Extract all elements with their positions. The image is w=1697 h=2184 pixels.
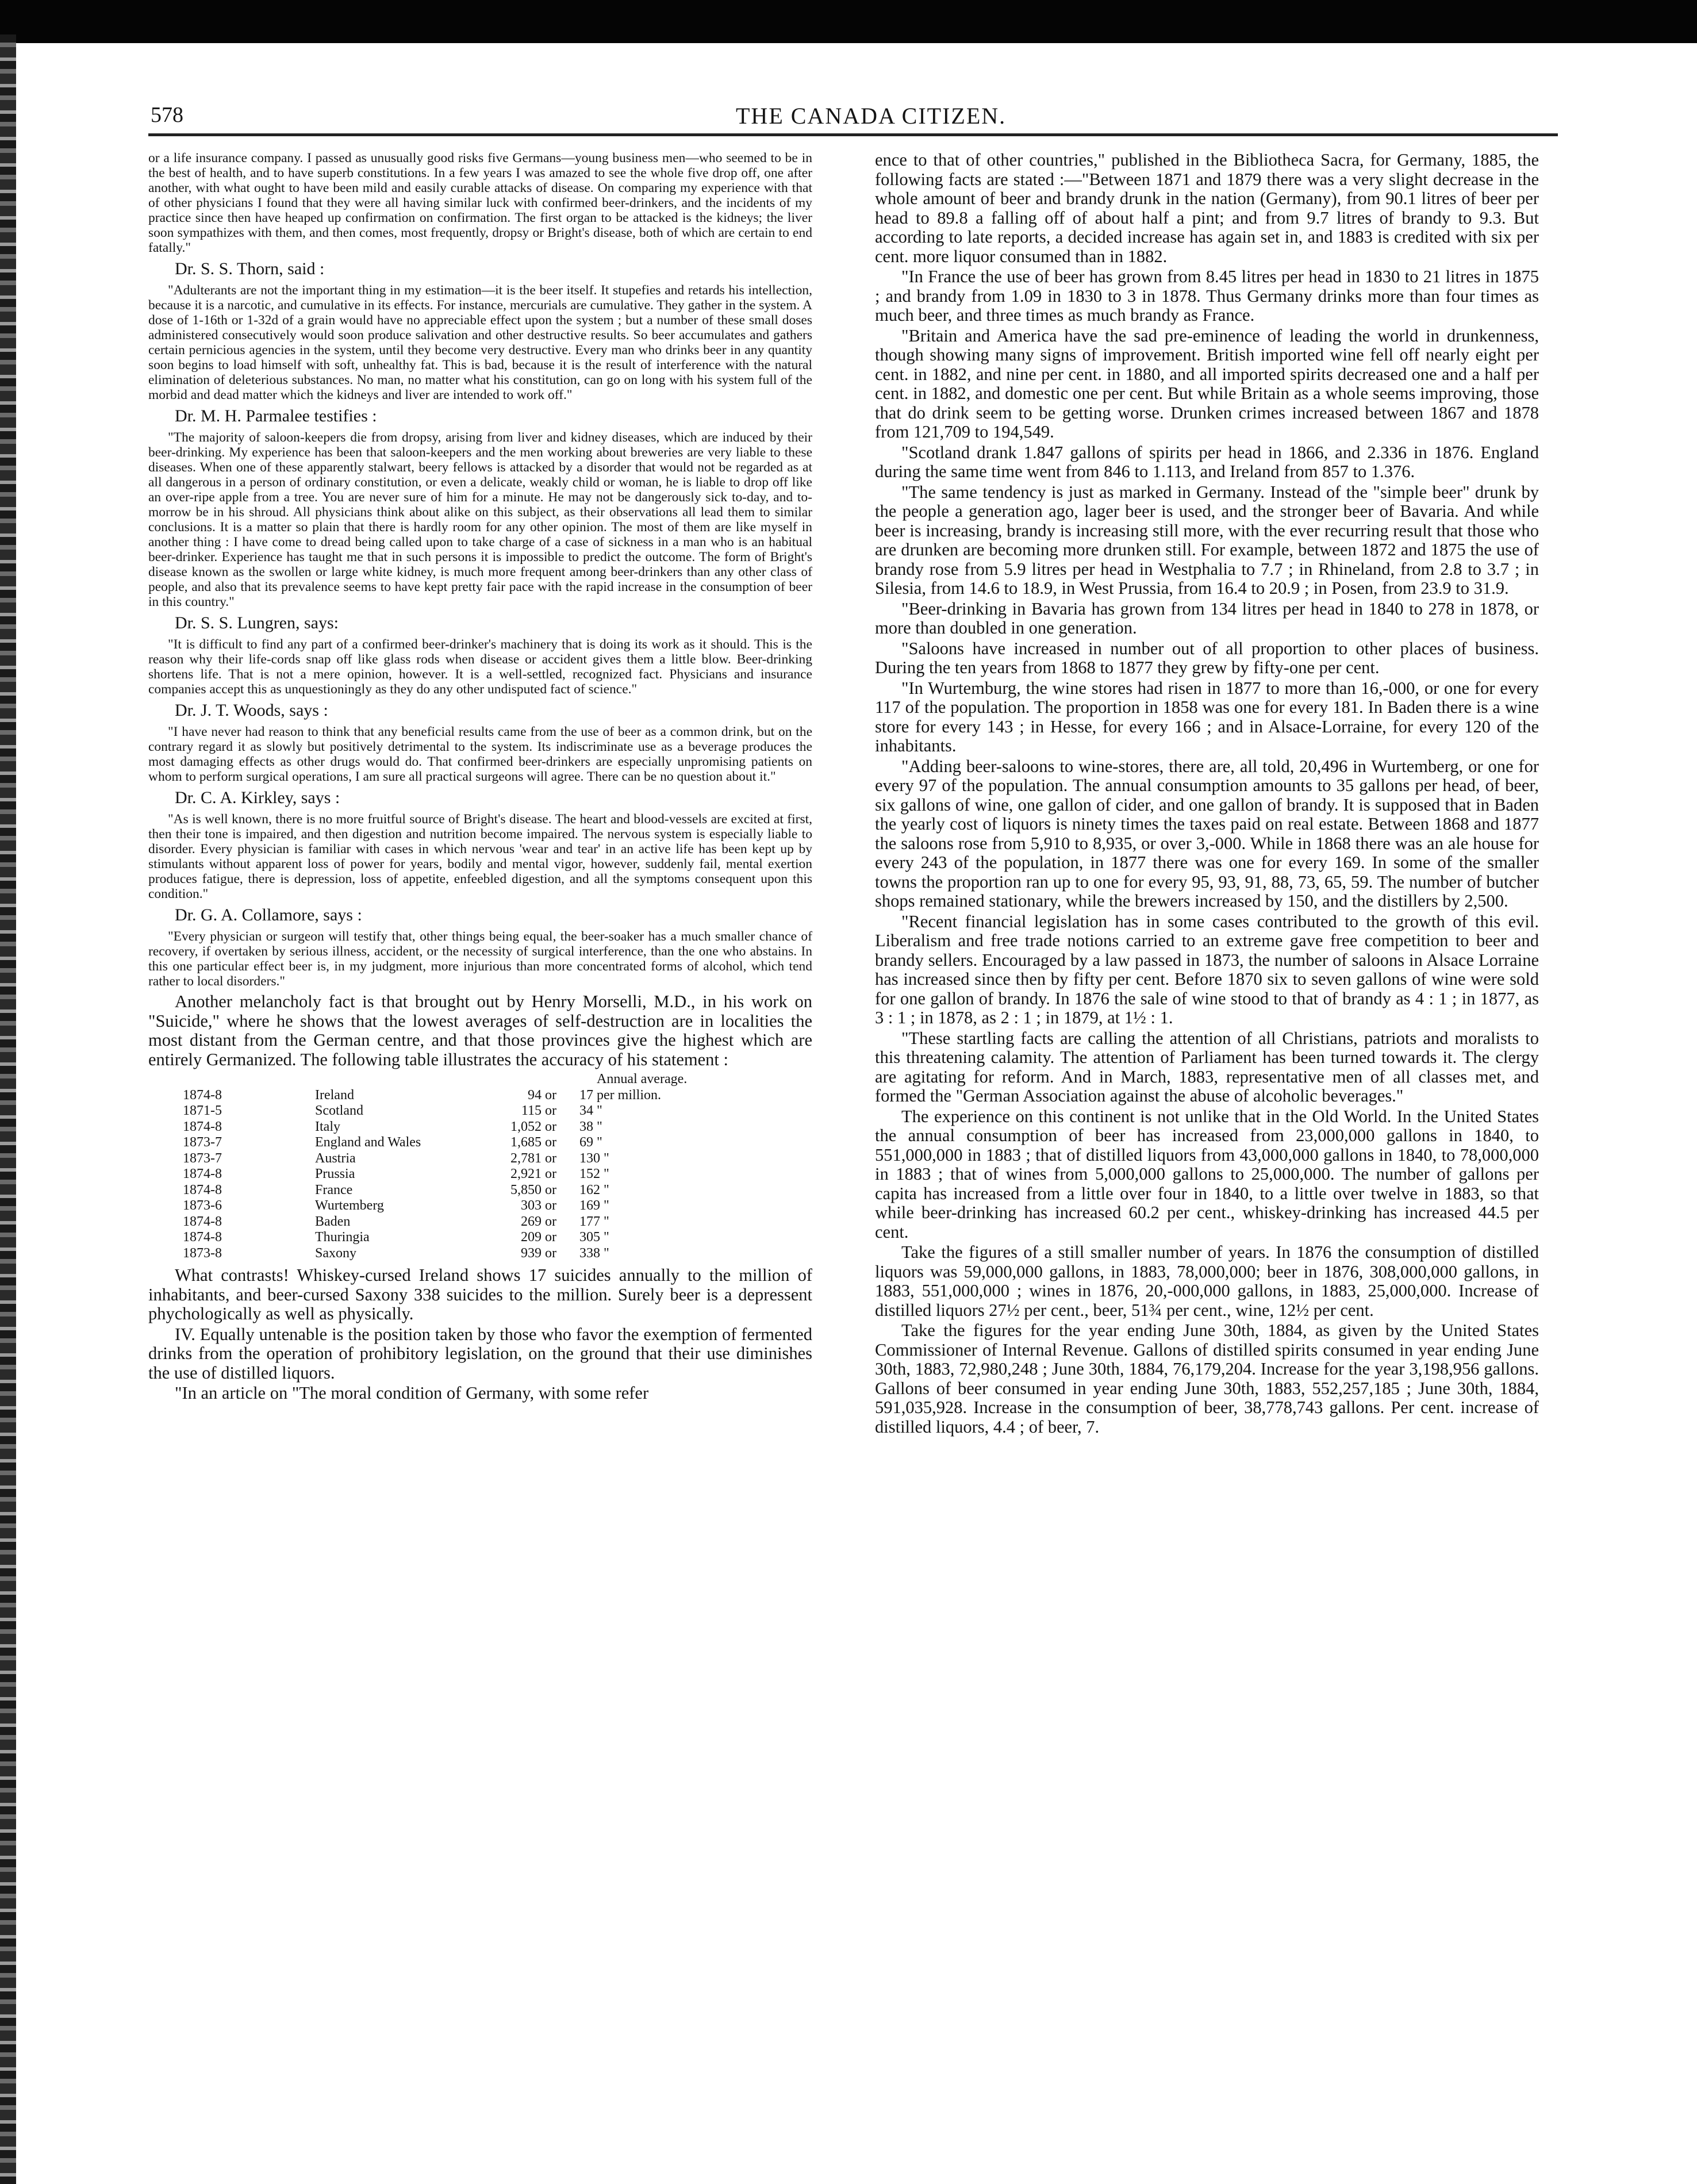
quote-woods: "I have never had reason to think that any beneficial results came from the use of beer as a common drink, but on the contrary regard it as slowly but positively detrimental to the system. Its indiscriminate use as a beverage produces the most damaging effects as other drugs would do. That confirmed beer-drinkers are especially unpromising patients on whom to perform surgical operations, I am sure all practical surgeons will agree. There can be no question about it." (148, 724, 812, 784)
table-cell-value: 1,685 or (510, 1135, 556, 1150)
table-cell-years: 1873-6 (183, 1198, 222, 1213)
quote-collamore: "Every physician or surgeon will testify that, other things being equal, the beer-soaker has a much smaller chance of recovery, if overtaken by serious illness, accident, or the necessity of surgical interference, than the one who abstains. In this one particular effect beer is, in my judgment, more injurious than more concentrated forms of alcohol, which tend rather to local disorders." (148, 929, 812, 989)
table-row (148, 1119, 812, 1135)
table-cell-years: 1874-8 (183, 1182, 222, 1197)
paragraph-iv: IV. Equally untenable is the position taken by those who favor the exemption of fermented drinks from the operation of prohibitory legislation, on the ground that their use diminishes the use of distilled liquors. (148, 1324, 812, 1383)
table-cell-per-million: 305 " (579, 1230, 609, 1245)
table-cell-country: Scotland (315, 1103, 363, 1118)
paragraph-saloons: "Saloons have increased in number out of all proportion to other places of business. During the ten years from 1868 to 1877 they grew by fifty-one per cent. (875, 638, 1539, 677)
table-row (148, 1246, 812, 1262)
running-title: THE CANADA CITIZEN. (736, 103, 1007, 129)
table-cell-per-million: 338 " (579, 1245, 609, 1261)
table-cell-country: England and Wales (315, 1135, 421, 1150)
paragraph-germany-tendency: "The same tendency is just as marked in Germany. Instead of the "simple beer" drunk by the people a generation ago, lager beer is used, and the stronger beer of Bavaria. And while beer is increasing, brandy is increasing still more, with the ever recurring result that those who are drunken are becoming more drunken still. For example, between 1872 and 1875 the use of brandy rose from 5.9 litres per head in Westphalia to 7.7 ; in Rhineland, from 2.8 to 3.7 ; in Silesia, from 14.6 to 18.9, in West Prussia, from 16.4 to 20.9 ; in Posen, from 23.9 to 31.9. (875, 482, 1539, 598)
table-cell-per-million: 169 " (579, 1198, 609, 1213)
table-cell-years: 1873-7 (183, 1150, 222, 1166)
table-cell-years: 1873-7 (183, 1135, 222, 1150)
table-cell-country: Austria (315, 1150, 356, 1166)
right-column (875, 151, 1539, 2031)
table-heading: Annual average. (597, 1072, 688, 1087)
table-cell-per-million: 177 " (579, 1214, 609, 1229)
table-cell-per-million: 17 per million. (579, 1087, 661, 1103)
table-cell-country: Prussia (315, 1166, 355, 1181)
quote-continuation: or a life insurance company. I passed as unusually good risks five Germans—young business men—who seemed to be in the best of health, and to have superb constitutions. In a few years I was amazed to see the whole five drop off, one after another, with what ought to have been mild and easily curable attacks of disease. On comparing my experience with that of other physicians I found that they were all having similar luck with confirmed beer-drinkers, and the incidents of my practice since then have heaped up confirmation on confirmation. The first organ to be attacked is the kidneys; the liver soon sympathizes with them, and then comes, most frequently, dropsy or Bright's disease, both of which are certain to end fatally." (148, 151, 812, 255)
table-cell-per-million: 162 " (579, 1182, 609, 1197)
quote-parmalee: "The majority of saloon-keepers die from dropsy, arising from liver and kidney diseases, which are induced by their beer-drinking. My experience has been that saloon-keepers and the men working about breweries are very liable to these diseases. When one of these apparently stalwart, beery fellows is attacked by a disorder that would not be regarded as at all dangerous in a person of ordinary constitution, or even a delicate, weakly child or woman, he is liable to drop off like an over-ripe apple from a tree. You are never sure of him for a minute. He may not be dangerously sick to-day, and to-morrow be in his shroud. All physicians think about alike on this subject, as their observations all lead them to similar conclusions. It is a matter so plain that there is hardly room for any other opinion. The most of them are like myself in another thing : I have come to dread being called upon to take charge of a case of sickness in a man who is an habitual beer-drinker. Experience has taught me that in such persons it is impossible to predict the outcome. The form of Bright's disease known as the swollen or large white kidney, is much more frequent among beer-drinkers than any other class of people, and also that its prevalence seems to have kept pretty fair pace with the rapid increase in the consumption of beer in this country." (148, 430, 812, 609)
paragraph-beer-saloons: "Adding beer-saloons to wine-stores, there are, all told, 20,496 in Wurtemberg, or one for every 97 of the population. The annual consumption amounts to 35 gallons per head, of beer, six gallons of wine, one gallon of cider, and one gallon of brandy. It is supposed that in Baden the yearly cost of liquors is ninety times the taxes paid on real estate. Between 1868 and 1877 the saloons rose from 5,910 to 8,935, or over 3,-000. While in 1868 there was an ale house for every 243 of the population, in 1877 there was one for every 169. In some of the smaller towns the proportion ran up to one for every 95, 93, 91, 88, 73, 65, 59. The number of butcher shops remained stationary, while the brewers increased by 150, and the distillers by 2,500. (875, 756, 1539, 911)
paragraph-wurtemburg: "In Wurtemburg, the wine stores had risen in 1877 to more than 16,-000, or one for every 117 of the population. The proportion in 1858 was one for every 181. In Baden there is a wine store for every 143 ; in Hesse, for every 166 ; and in Alsace-Lorraine, for every 120 of the inhabitants. (875, 678, 1539, 755)
table-cell-value: 2,921 or (510, 1166, 556, 1181)
table-cell-years: 1874-8 (183, 1119, 222, 1134)
speaker-lungren: Dr. S. S. Lungren, says: (175, 613, 339, 632)
table-cell-per-million: 152 " (579, 1166, 609, 1181)
speaker-kirkley: Dr. C. A. Kirkley, says : (175, 788, 340, 807)
table-cell-per-million: 38 " (579, 1119, 602, 1134)
scan-top-border (0, 0, 1697, 43)
table-cell-years: 1874-8 (183, 1230, 222, 1245)
table-cell-years: 1871-5 (183, 1103, 222, 1118)
quote-lungren: "It is difficult to find any part of a confirmed beer-drinker's machinery that is doing its work as it should. This is the reason why their life-cords snap off like glass rods when disease or accident gives them a little blow. Beer-drinking shortens life. That is not a mere opinion, however. It is a well-settled, recognized fact. Physicians and insurance companies accept this as unquestioningly as they do any other undisputed fact of science." (148, 637, 812, 697)
paragraph-continuation: ence to that of other countries," published in the Bibliotheca Sacra, for Germany, 1885, the following facts are stated :—"Between 1871 and 1879 there was a very slight decrease in the whole amount of beer and brandy drunk in the nation (Germany), from 90.1 litres of beer per head to 89.8 a falling off of about half a pint; and from 9.7 litres of brandy to 9.3. But according to late reports, a decided increase has again set in, and 1883 is credited with six per cent. more liquor consumed than in 1882. (875, 151, 1539, 266)
table-cell-per-million: 34 " (579, 1103, 602, 1118)
table-cell-country: Wurtemberg (315, 1198, 384, 1213)
table-row (148, 1183, 812, 1199)
paragraph-article-start: "In an article on "The moral condition of Germany, with some refer (175, 1383, 649, 1403)
table-cell-country: Thuringia (315, 1230, 370, 1245)
table-cell-years: 1874-8 (183, 1166, 222, 1181)
table-cell-value: 2,781 or (510, 1150, 556, 1166)
table-row (148, 1214, 812, 1230)
paragraph-startling-facts: "These startling facts are calling the attention of all Christians, patriots and moralists to this threatening calamity. The attention of Parliament has been turned towards it. The clergy are agitating for reform. And in March, 1883, representative men of all classes met, and formed the "German Association against the abuse of alcoholic beverages." (875, 1028, 1539, 1106)
table-cell-per-million: 69 " (579, 1135, 602, 1150)
page-number: 578 (151, 103, 183, 127)
suicide-statistics-table (148, 1072, 812, 1261)
table-cell-years: 1873-8 (183, 1245, 222, 1261)
paragraph-morselli: Another melancholy fact is that brought out by Henry Morselli, M.D., in his work on "Suicide," where he shows that the lowest averages of self-destruction are in localities the most distant from the German centre, and that those provinces give the highest which are entirely Germanized. The following table illustrates the accuracy of his statement : (148, 992, 812, 1069)
paragraph-scotland: "Scotland drank 1.847 gallons of spirits per head in 1866, and 2.336 in 1876. England during the same time went from 846 to 1.113, and Ireland from 857 to 1.376. (875, 442, 1539, 481)
table-cell-value: 209 or (521, 1230, 556, 1245)
paragraph-contrasts: What contrasts! Whiskey-cursed Ireland shows 17 suicides annually to the million of inhabitants, and beer-cursed Saxony 338 suicides to the million. Surely beer is a depressent phychologically as well as physically. (148, 1265, 812, 1323)
table-row (148, 1103, 812, 1119)
table-row (148, 1088, 812, 1104)
table-row (148, 1198, 812, 1214)
speaker-collamore: Dr. G. A. Collamore, says : (175, 905, 362, 924)
table-cell-country: Saxony (315, 1245, 356, 1261)
speaker-parmalee: Dr. M. H. Parmalee testifies : (175, 406, 377, 425)
table-cell-country: Baden (315, 1214, 351, 1229)
table-cell-country: Italy (315, 1119, 340, 1134)
paragraph-smaller-years: Take the figures of a still smaller number of years. In 1876 the consumption of distilled liquors was 59,000,000 gallons, in 1883, 78,000,000; beer in 1876, 308,000,000 gallons, in 1883, 551,000,000 ; wines in 1876, 20,-000,000 gallons, in 1883, 25,000,000. Increase of distilled liquors 27½ per cent., beer, 51¾ per cent., wine, 12½ per cent. (875, 1242, 1539, 1320)
scan-binding-edge (0, 34, 16, 2184)
table-row (148, 1230, 812, 1246)
speaker-thorn: Dr. S. S. Thorn, said : (175, 259, 325, 278)
paragraph-bavaria: "Beer-drinking in Bavaria has grown from 134 litres per head in 1840 to 278 in 1878, or more than doubled in one generation. (875, 598, 1539, 638)
table-cell-value: 939 or (521, 1245, 556, 1261)
table-cell-value: 1,052 or (510, 1119, 556, 1134)
table-cell-country: France (315, 1182, 353, 1197)
paragraph-britain-america: "Britain and America have the sad pre-eminence of leading the world in drunkenness, though showing many signs of improvement. British imported wine fell off nearly eight per cent. in 1882, and nine per cent. in 1880, and all imported spirits decreased one and a half per cent. in 1882, and domestic one per cent. But while Britain as a whole seems improving, those that do drink seem to be getting worse. Drunken crimes increased between 1867 and 1878 from 121,709 to 194,549. (875, 325, 1539, 442)
table-row (148, 1151, 812, 1167)
table-cell-years: 1874-8 (183, 1087, 222, 1103)
left-column (148, 151, 812, 2031)
header-rule (148, 133, 1558, 136)
paragraph-france: "In France the use of beer has grown from 8.45 litres per head in 1830 to 21 litres in 1875 ; and brandy from 1.09 in 1830 to 3 in 1878. Thus Germany drinks more than four times as much beer, and three times as much brandy as France. (875, 267, 1539, 325)
table-cell-value: 269 or (521, 1214, 556, 1229)
table-cell-value: 5,850 or (510, 1182, 556, 1197)
quote-thorn: "Adulterants are not the important thing in my estimation—it is the beer itself. It stupefies and retards his intellection, because it is a narcotic, and cumulative in its effects. For instance, mercurials are cumulative. They gather in the system. A dose of 1-16th or 1-32d of a grain would have no appreciable effect upon the system ; but a number of these small doses administered consecutively would soon produce salivation and other destructive results. So beer accumulates and gathers certain pernicious agencies in the system, until they become very destructive. Every man who drinks beer in any quantity soon begins to load himself with soft, unhealthy fat. This is bad, because it is the result of interference with the natural elimination of deleterious substances. No man, no matter what his constitution, can go on long with his system full of the morbid and dead matter which the kidneys and liver are intended to work off." (148, 283, 812, 402)
table-cell-years: 1874-8 (183, 1214, 222, 1229)
table-cell-value: 115 or (521, 1103, 556, 1118)
quote-kirkley: "As is well known, there is no more fruitful source of Bright's disease. The heart and blood-vessels are excited at first, then their tone is impaired, and then digestion and nutrition become impaired. The nervous system is especially liable to disorder. Every physician is familiar with cases in which nervous 'wear and tear' in an active life has been kept up by stimulants without apparent loss of power for years, bodily and mental vigor, however, suddenly fail, mental exertion produces fatigue, there is depression, loss of appetite, enfeebled digestion, and all the symptoms consequent upon this condition." (148, 812, 812, 901)
table-row (148, 1135, 812, 1151)
table-row (148, 1166, 812, 1183)
paragraph-legislation: "Recent financial legislation has in some cases contributed to the growth of this evil. Liberalism and free trade notions carried to an extreme gave free competition to beer and brandy sellers. Encouraged by a law passed in 1873, the number of saloons in Alsace Lorraine has increased since then by fifty per cent. Before 1870 six to seven gallons of wine were sold for one gallon of brandy. In 1876 the sale of wine stood to that of brandy as 4 : 1 ; in 1877, as 3 : 1 ; in 1878, as 2 : 1 ; in 1879, at 1½ : 1. (875, 911, 1539, 1027)
speaker-woods: Dr. J. T. Woods, says : (175, 701, 328, 720)
paragraph-year-1884: Take the figures for the year ending June 30th, 1884, as given by the United States Commissioner of Internal Revenue. Gallons of distilled spirits consumed in year ending June 30th, 1883, 72,980,248 ; June 30th, 1884, 76,179,204. Increase for the year 3,198,956 gallons. Gallons of beer consumed in year ending June 30th, 1883, 552,257,185 ; June 30th, 1884, 591,035,928. Increase in the consumption of beer, 38,778,743 gallons. Per cent. increase of distilled liquors, 4.4 ; of beer, 7. (875, 1321, 1539, 1437)
table-cell-value: 94 or (528, 1087, 556, 1103)
table-cell-country: Ireland (315, 1087, 354, 1103)
table-cell-per-million: 130 " (579, 1150, 609, 1166)
table-cell-value: 303 or (521, 1198, 556, 1213)
paragraph-this-continent: The experience on this continent is not unlike that in the Old World. In the United States the annual consumption of beer has increased from 23,000,000 gallons in 1840, to 551,000,000 in 1883 ; that of distilled liquors from 43,000,000 gallons in 1840, to 78,000,000 in 1883 ; that of wines from 5,000,000 gallons to 25,000,000. The number of gallons per capita has increased from a little over four in 1840, to a little over twelve in 1883, so that while beer-drinking has increased 60.2 per cent., whiskey-drinking has increased 44.5 per cent. (875, 1106, 1539, 1242)
